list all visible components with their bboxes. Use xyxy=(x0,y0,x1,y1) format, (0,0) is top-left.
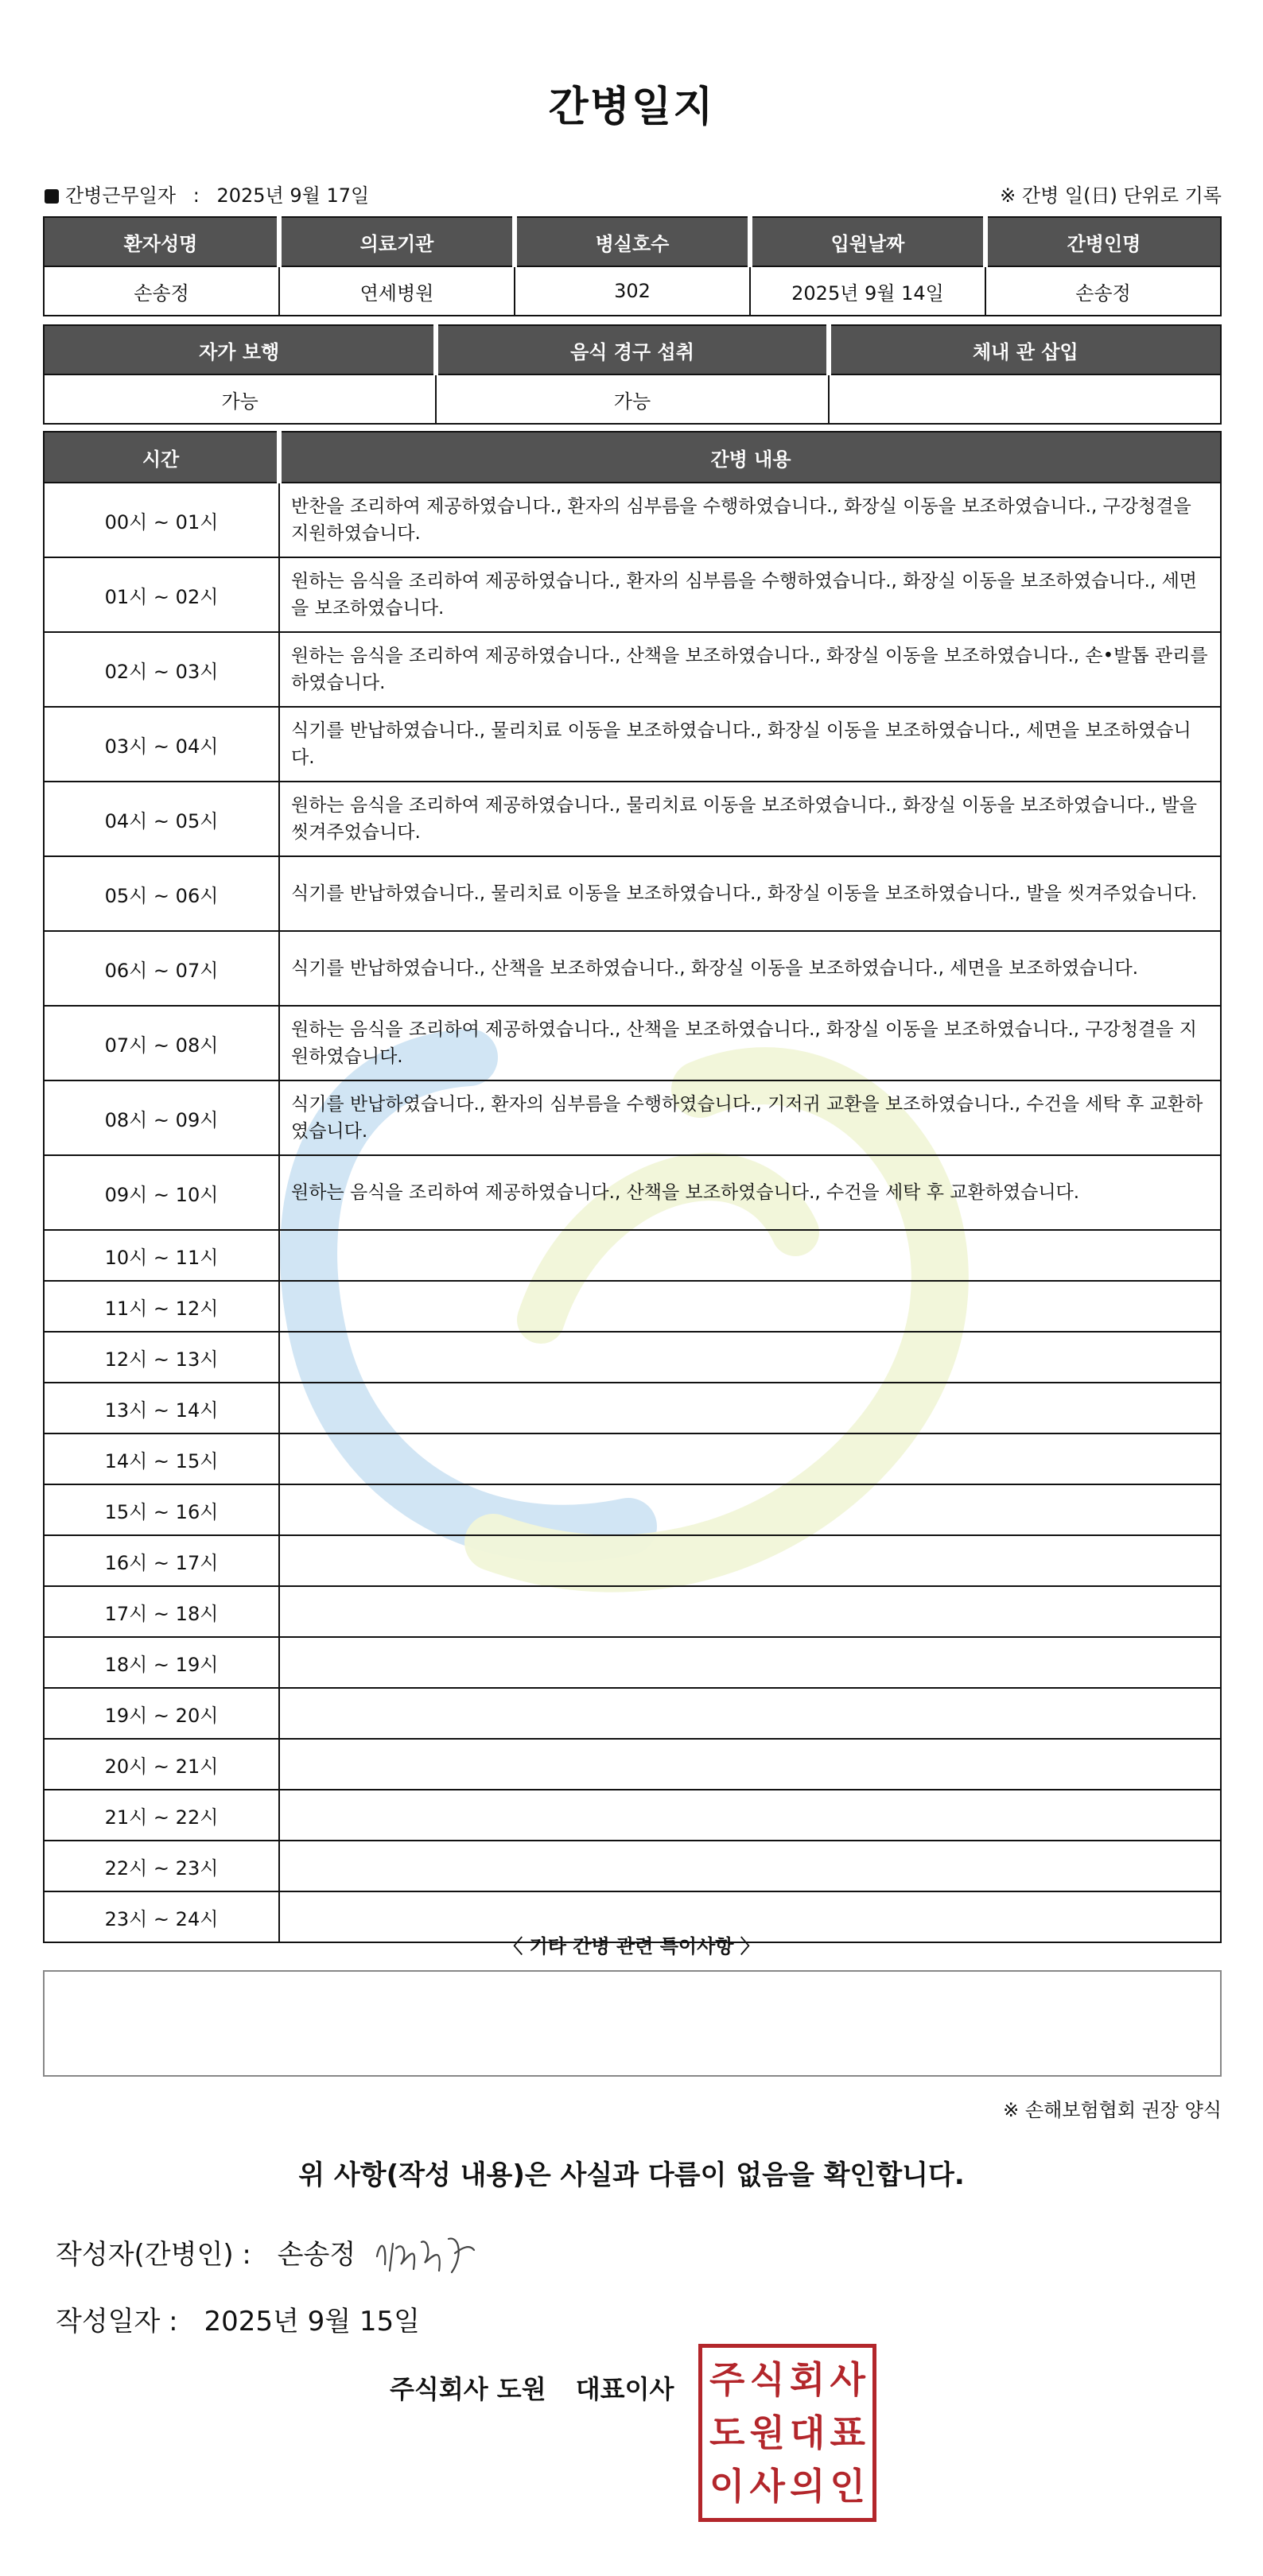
time-cell: 02시 ~ 03시 xyxy=(44,632,279,707)
care-content-cell xyxy=(279,1535,1221,1586)
table-row xyxy=(44,1332,1221,1383)
time-cell: 14시 ~ 15시 xyxy=(44,1433,279,1484)
care-content-cell xyxy=(279,1637,1221,1688)
admission-date-cell: 2025년 9월 14일 xyxy=(750,266,985,316)
table-row xyxy=(44,1433,1221,1484)
header-patient-name: 환자성명 xyxy=(44,217,279,266)
company-name: 주식회사 도원 xyxy=(390,2374,546,2404)
time-cell: 10시 ~ 11시 xyxy=(44,1230,279,1281)
care-content-cell xyxy=(279,1841,1221,1891)
table-row xyxy=(44,557,1221,632)
self-walking-cell: 가능 xyxy=(44,374,436,424)
time-cell: 08시 ~ 09시 xyxy=(44,1080,279,1155)
care-content-cell xyxy=(279,1739,1221,1790)
seal-character: 회 xyxy=(790,2357,826,2401)
table-row xyxy=(44,856,1221,931)
time-cell: 01시 ~ 02시 xyxy=(44,557,279,632)
time-cell: 09시 ~ 10시 xyxy=(44,1155,279,1230)
time-cell: 05시 ~ 06시 xyxy=(44,856,279,931)
time-cell: 03시 ~ 04시 xyxy=(44,707,279,782)
signature-image xyxy=(372,2225,492,2280)
time-cell: 17시 ~ 18시 xyxy=(44,1586,279,1637)
table-row xyxy=(44,1535,1221,1586)
written-date-label: 작성일자 : xyxy=(56,2306,178,2337)
company-title: 대표이사 xyxy=(575,2374,674,2404)
table-row xyxy=(44,1230,1221,1281)
seal-character: 대 xyxy=(790,2411,826,2454)
seal-character: 도 xyxy=(709,2411,745,2454)
time-cell: 23시 ~ 24시 xyxy=(44,1891,279,1942)
writer-name: 손송정 xyxy=(277,2239,356,2271)
care-content-cell xyxy=(279,1790,1221,1841)
unit-note: ※ 간병 일(日) 단위로 기록 xyxy=(1000,184,1222,207)
table-row xyxy=(44,1739,1221,1790)
care-content-cell xyxy=(279,1230,1221,1281)
time-cell: 13시 ~ 14시 xyxy=(44,1383,279,1433)
table-row xyxy=(44,1383,1221,1433)
care-content-cell: 식기를 반납하였습니다., 물리치료 이동을 보조하였습니다., 화장실 이동을 보조하였습니다., 발을 씻겨주었습니다. xyxy=(279,856,1221,931)
care-content-cell xyxy=(279,1433,1221,1484)
care-content-cell: 원하는 음식을 조리하여 제공하였습니다., 물리치료 이동을 보조하였습니다., 화장실 이동을 보조하였습니다., 발을 씻겨주었습니다. xyxy=(279,782,1221,856)
memo-box xyxy=(43,1970,1222,2077)
seal-character: 원 xyxy=(749,2411,785,2454)
caregiver-name-cell: 손송정 xyxy=(985,266,1221,316)
patient-info-table xyxy=(43,216,1222,316)
tube-insertion-cell xyxy=(829,374,1221,424)
seal-character: 표 xyxy=(830,2411,865,2454)
time-cell: 20시 ~ 21시 xyxy=(44,1739,279,1790)
care-content-cell: 원하는 음식을 조리하여 제공하였습니다., 환자의 심부름을 수행하였습니다., 화장실 이동을 보조하였습니다., 세면을 보조하였습니다. xyxy=(279,557,1221,632)
care-content-cell: 식기를 반납하였습니다., 산책을 보조하였습니다., 화장실 이동을 보조하였습니다., 세면을 보조하였습니다. xyxy=(279,931,1221,1006)
table-row xyxy=(44,1006,1221,1080)
seal-character: 사 xyxy=(749,2465,785,2508)
care-content-cell: 원하는 음식을 조리하여 제공하였습니다., 산책을 보조하였습니다., 화장실 이동을 보조하였습니다., 손•발톱 관리를 하였습니다. xyxy=(279,632,1221,707)
header-time: 시간 xyxy=(44,432,279,483)
header-care-content: 간병 내용 xyxy=(279,432,1221,483)
time-cell: 22시 ~ 23시 xyxy=(44,1841,279,1891)
seal-character: 식 xyxy=(749,2357,785,2401)
table-row xyxy=(44,1080,1221,1155)
table-row xyxy=(44,483,1221,557)
patient-name-cell: 손송정 xyxy=(44,266,279,316)
time-cell: 15시 ~ 16시 xyxy=(44,1484,279,1535)
square-bullet-icon xyxy=(45,189,59,204)
time-cell: 00시 ~ 01시 xyxy=(44,483,279,557)
time-cell: 21시 ~ 22시 xyxy=(44,1790,279,1841)
table-row xyxy=(44,782,1221,856)
care-log-table xyxy=(43,431,1222,1943)
table-row xyxy=(44,1281,1221,1332)
work-date xyxy=(45,180,369,208)
seal-character: 주 xyxy=(709,2357,745,2401)
company-line xyxy=(390,2369,674,2406)
care-content-cell xyxy=(279,1383,1221,1433)
page-title: 간병일지 xyxy=(548,83,715,131)
ability-table xyxy=(43,324,1222,425)
time-cell: 06시 ~ 07시 xyxy=(44,931,279,1006)
seal-character: 이 xyxy=(709,2465,745,2508)
table-row xyxy=(44,632,1221,707)
table-row xyxy=(44,1484,1221,1535)
written-date-line xyxy=(56,2299,420,2338)
time-cell: 04시 ~ 05시 xyxy=(44,782,279,856)
writer-line xyxy=(56,2233,356,2271)
header-self-walking: 자가 보행 xyxy=(44,325,436,374)
care-content-cell xyxy=(279,1332,1221,1383)
time-cell: 07시 ~ 08시 xyxy=(44,1006,279,1080)
table-row xyxy=(44,707,1221,782)
time-cell: 18시 ~ 19시 xyxy=(44,1637,279,1688)
care-content-cell: 식기를 반납하였습니다., 환자의 심부름을 수행하였습니다., 기저귀 교환을 보조하였습니다., 수건을 세탁 후 교환하였습니다. xyxy=(279,1080,1221,1155)
header-oral-intake: 음식 경구 섭취 xyxy=(436,325,828,374)
care-content-cell: 원하는 음식을 조리하여 제공하였습니다., 산책을 보조하였습니다., 화장실 이동을 보조하였습니다., 구강청결을 지원하였습니다. xyxy=(279,1006,1221,1080)
room-cell: 302 xyxy=(515,266,750,316)
table-row xyxy=(44,1155,1221,1230)
confirm-statement: 위 사항(작성 내용)은 사실과 다름이 없음을 확인합니다. xyxy=(298,2159,965,2191)
care-content-cell xyxy=(279,1586,1221,1637)
header-caregiver-name: 간병인명 xyxy=(985,217,1221,266)
table-row xyxy=(44,1637,1221,1688)
company-seal-stamp xyxy=(698,2344,876,2522)
time-cell: 11시 ~ 12시 xyxy=(44,1281,279,1332)
table-row xyxy=(44,931,1221,1006)
memo-title: 〈 기타 간병 관련 특이사항 〉 xyxy=(503,1935,760,1957)
hospital-cell: 연세병원 xyxy=(279,266,515,316)
table-row xyxy=(44,1841,1221,1891)
header-hospital: 의료기관 xyxy=(279,217,515,266)
time-cell: 19시 ~ 20시 xyxy=(44,1688,279,1739)
written-date-value: 2025년 9월 15일 xyxy=(204,2306,421,2337)
care-content-cell xyxy=(279,1281,1221,1332)
care-content-cell: 반찬을 조리하여 제공하였습니다., 환자의 심부름을 수행하였습니다., 화장실 이동을 보조하였습니다., 구강청결을 지원하였습니다. xyxy=(279,483,1221,557)
care-content-cell xyxy=(279,1484,1221,1535)
table-row xyxy=(44,1586,1221,1637)
work-date-separator: : xyxy=(192,184,200,207)
seal-character: 인 xyxy=(830,2465,865,2508)
work-date-value: 2025년 9월 17일 xyxy=(216,184,370,207)
care-content-cell: 원하는 음식을 조리하여 제공하였습니다., 산책을 보조하였습니다., 수건을 세탁 후 교환하였습니다. xyxy=(279,1155,1221,1230)
seal-character: 의 xyxy=(790,2465,826,2508)
time-cell: 12시 ~ 13시 xyxy=(44,1332,279,1383)
care-content-cell xyxy=(279,1688,1221,1739)
header-admission-date: 입원날짜 xyxy=(750,217,985,266)
work-date-label: 간병근무일자 xyxy=(65,184,177,207)
table-row xyxy=(44,1790,1221,1841)
oral-intake-cell: 가능 xyxy=(436,374,828,424)
time-cell: 16시 ~ 17시 xyxy=(44,1535,279,1586)
writer-label: 작성자(간병인) : xyxy=(56,2239,251,2271)
care-content-cell: 식기를 반납하였습니다., 물리치료 이동을 보조하였습니다., 화장실 이동을 보조하였습니다., 세면을 보조하였습니다. xyxy=(279,707,1221,782)
seal-character: 사 xyxy=(830,2357,865,2401)
header-room: 병실호수 xyxy=(515,217,750,266)
care-log-body xyxy=(44,483,1221,1942)
header-tube-insertion: 체내 관 삽입 xyxy=(829,325,1221,374)
table-row xyxy=(44,1688,1221,1739)
recommend-note: ※ 손해보험협회 권장 양식 xyxy=(1003,2099,1222,2121)
